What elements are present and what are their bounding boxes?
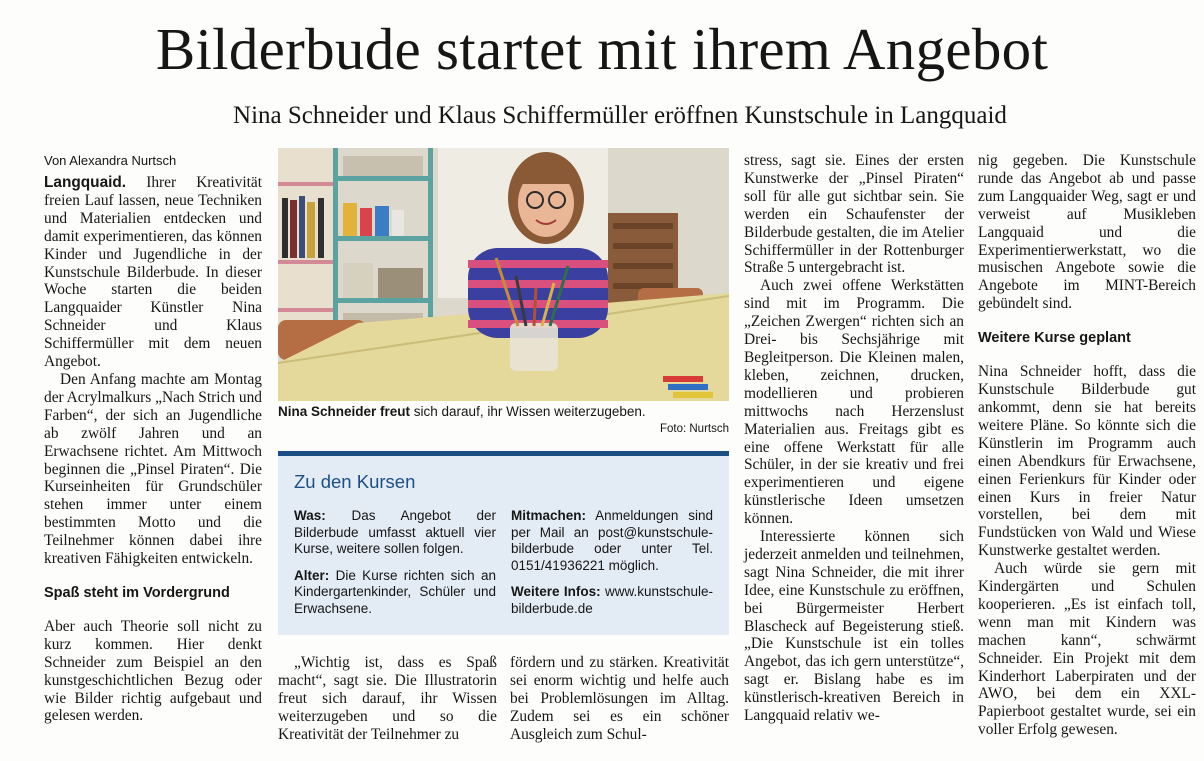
info-text: Das Angebot der Bilderbude umfasst aktuell vier Kurse, weitere sollen folgen.	[294, 508, 496, 556]
paragraph: nig gegeben. Die Kunstschule runde das Angebot ab und passe zum Langquaider Weg, sagt er und verweist auf Musikleben Langquaid und die Experimentierwerkstatt, wo die musischen Angebote sowie die Angebote im MINT-Bereich gebündelt sind.	[978, 152, 1196, 313]
info-label: Was:	[294, 508, 326, 523]
paragraph: Den Anfang machte am Montag der Acrylmalkurs „Nach Strich und Farben“, der sich an Jugendliche ab zwölf Jahren und an Erwachsene richtet. Am Mittwoch beginnen die „Pinsel Piraten“. Die Kurseinheiten für Grundschüler stehen immer unter einem bestimmten Motto und die Teilnehmer können dabei ihre kreativen Fähigkeiten entwickeln.	[44, 370, 262, 568]
article-column-4	[978, 152, 1196, 739]
info-item-mitmachen	[511, 508, 713, 574]
paragraph: „Wichtig ist, dass es Spaß macht“, sagt sie. Die Illustratorin freut sich darauf, ihr Wissen weiterzugeben und so die Kreativität der Teilnehmer zu	[278, 654, 497, 743]
photo-caption	[278, 403, 729, 421]
photo-illustration	[278, 148, 729, 401]
article-column-1	[44, 152, 262, 725]
info-box-column-left	[294, 508, 496, 627]
photo-credit: Foto: Nurtsch	[659, 423, 729, 435]
byline: Von Alexandra Nurtsch	[44, 153, 177, 168]
paragraph: Aber auch Theorie soll nicht zu kurz kommen. Hier denkt Schneider zum Beispiel an den kunstgeschichtlichen Bezug oder wie Bilder richtig aufgebaut und gelesen werden.	[44, 617, 262, 725]
headline: Bilderbude startet mit ihrem Angebot	[155, 16, 1049, 82]
subheading: Spaß steht im Vordergrund	[44, 584, 230, 601]
caption-text: sich darauf, ihr Wissen weiterzugeben.	[410, 404, 646, 419]
lead-text: Ihrer Kreativität freien Lauf lassen, neue Techniken und Materialien entdecken und damit experimentieren, das können Kinder und Jugendliche in der Kunstschule Bilderbude. In dieser Woche starten die beiden Langquaider Künstler Nina Schneider und Klaus Schiffermüller mit dem neuen Angebot.	[44, 174, 262, 371]
info-item-alter	[294, 568, 496, 618]
subheadline: Nina Schneider und Klaus Schiffermüller eröffnen Kunstschule in Langquaid	[233, 102, 1007, 129]
caption-bold: Nina Schneider freut	[278, 404, 411, 419]
paragraph: Interessierte können sich jederzeit anmelden und teilnehmen, sagt Nina Schneider, die mit ihrer Idee, eine Kunstschule zu eröffnen, bei Bürgermeister Herbert Blascheck auf Begeisterung stieß. „Die Kunstschule ist ein tolles Angebot, das ich gern unterstütze“, sagt er. Bislang habe es im künstlerisch-kreativen Bereich in Langquaid relativ we-	[744, 528, 964, 725]
article-column-3	[744, 152, 964, 725]
info-item-was	[294, 508, 496, 558]
info-box-column-right	[511, 508, 713, 627]
paragraph: Auch zwei offene Werkstätten sind mit im Programm. Die „Zeichen Zwergen“ richten sich an Drei- bis Sechsjährige mit Begleitperson. Die Kleinen malen, kleben, zeichnen, drucken, modellieren und probieren mittwochs nach Herzenslust Materialien aus. Freitags gibt es eine offene Werkstatt für alle Schüler, in der sie kreativ und frei experimentieren und eigene künstlerische Ideen umsetzen können.	[744, 277, 964, 528]
dateline: Langquaid.	[44, 174, 127, 191]
paragraph: Auch würde sie gern mit Kindergärten und Schulen kooperieren. „Es ist einfach toll, wenn man mit Kindern was machen kann“, schwärmt Schneider. Ein Projekt mit dem Kinderhort Laberpiraten und der AWO, bei dem ein XXL-Papierboot gestaltet wurde, sei ein voller Erfolg gewesen.	[978, 560, 1196, 739]
lead-paragraph	[44, 174, 262, 371]
info-item-infos	[511, 584, 713, 617]
info-box	[278, 451, 729, 635]
subheading: Weitere Kurse geplant	[978, 330, 1131, 347]
info-label: Mitmachen:	[511, 508, 587, 523]
info-box-title: Zu den Kursen	[294, 471, 416, 492]
paragraph: Nina Schneider hofft, dass die Kunstschule Bilderbude gut ankommt, denn sie hat bereits weitere Pläne. So könnte sich die Künstlerin im Programm auch einen Abendkurs für Erwachsene, einen Ferienkurs für Kinder oder einen Kurs in freier Natur vorstellen, bei dem mit Fundstücken von Wald und Wiese Kunstwerke gestaltet werden.	[978, 363, 1196, 560]
info-text: www.kunstschule-bilderbude.de	[511, 584, 713, 616]
article-photo	[278, 148, 729, 401]
info-label: Weitere Infos:	[511, 584, 601, 599]
info-text: Anmeldungen sind per Mail an post@kunstschule-bilderbude oder unter Tel. 0151/41936221 möglich.	[511, 508, 713, 573]
info-label: Alter:	[294, 567, 330, 583]
paragraph: stress, sagt sie. Eines der ersten Kunstwerke der „Pinsel Piraten“ soll für alle gut sichtbar sein. Sie werden ein Schaufenster der Bilderbude gestalten, die im Atelier Schiffermüller in der Rottenburger Straße 5 untergebracht ist.	[744, 152, 964, 277]
article-column-2b	[510, 654, 729, 744]
article-column-2a	[278, 654, 497, 744]
paragraph: fördern und zu stärken. Kreativität sei enorm wichtig und helfe auch bei Problemlösungen im Alltag. Zudem sei es ein schöner Ausgleich zum Schul-	[510, 654, 729, 743]
info-text: Die Kurse richten sich an Kindergartenkinder, Schüler und Erwachsene.	[294, 567, 496, 616]
